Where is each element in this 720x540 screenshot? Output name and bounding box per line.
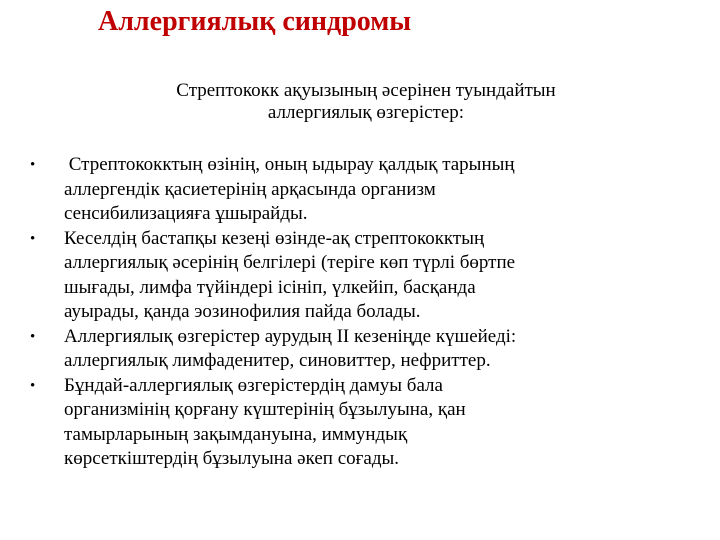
bullet-text-line: сенсибилизацияға ұшырайды. [64,203,308,224]
bullet-text-line: ауырады, қанда эозинофилия пайда болады. [64,301,421,322]
bullet-text-line: организмінің қорғану күштерінің бұзылуына, қан [64,399,466,420]
bullet-item [30,153,670,227]
slide-title: Аллергиялық синдромы [98,6,412,37]
bullet-text-line: Стрептококктың өзінің, оның ыдырау қалдық тарының [64,154,515,175]
bullet-text-line: тамырларының зақымдануына, иммундық [64,423,408,445]
bullet-text-line: Бұндай-аллергиялық өзгерістердің дамуы бала [64,374,443,396]
bullet-text-line: Кеселдің бастапқы кезеңі өзінде-ақ стрептококктың [64,227,485,249]
bullet-text-line: аллергиялық лимфаденитер, синовиттер, нефриттер. [64,350,491,371]
bullet-list [30,153,670,472]
bullet-icon: • [30,328,36,345]
bullet-icon: • [30,157,36,173]
subtitle-line: аллергиялық өзгерістер: [267,102,465,123]
bullet-icon: • [30,377,36,394]
bullet-text-line: көрсеткіштердің бұзылуына әкеп соғады. [64,448,400,469]
bullet-text-line: аллергендік қасиетерінің арқасында организм [64,178,436,200]
bullet-item [30,227,670,325]
bullet-icon: • [30,230,36,247]
bullet-item [30,325,670,374]
bullet-text-line: шығады, лимфа түйіндері ісініп, үлкейіп, басқанда [64,276,476,298]
slide-subtitle [60,80,672,124]
bullet-item [30,374,670,472]
subtitle-line: Стрептококк ақуызының әсерінен туындайтын [176,80,556,101]
bullet-text-line: аллергиялық әсерінің белгілері (теріге көп түрлі бөртпе [64,252,516,273]
bullet-text-line: Аллергиялық өзгерістер аурудың ІІ кезеніңде күшейеді: [64,325,517,347]
